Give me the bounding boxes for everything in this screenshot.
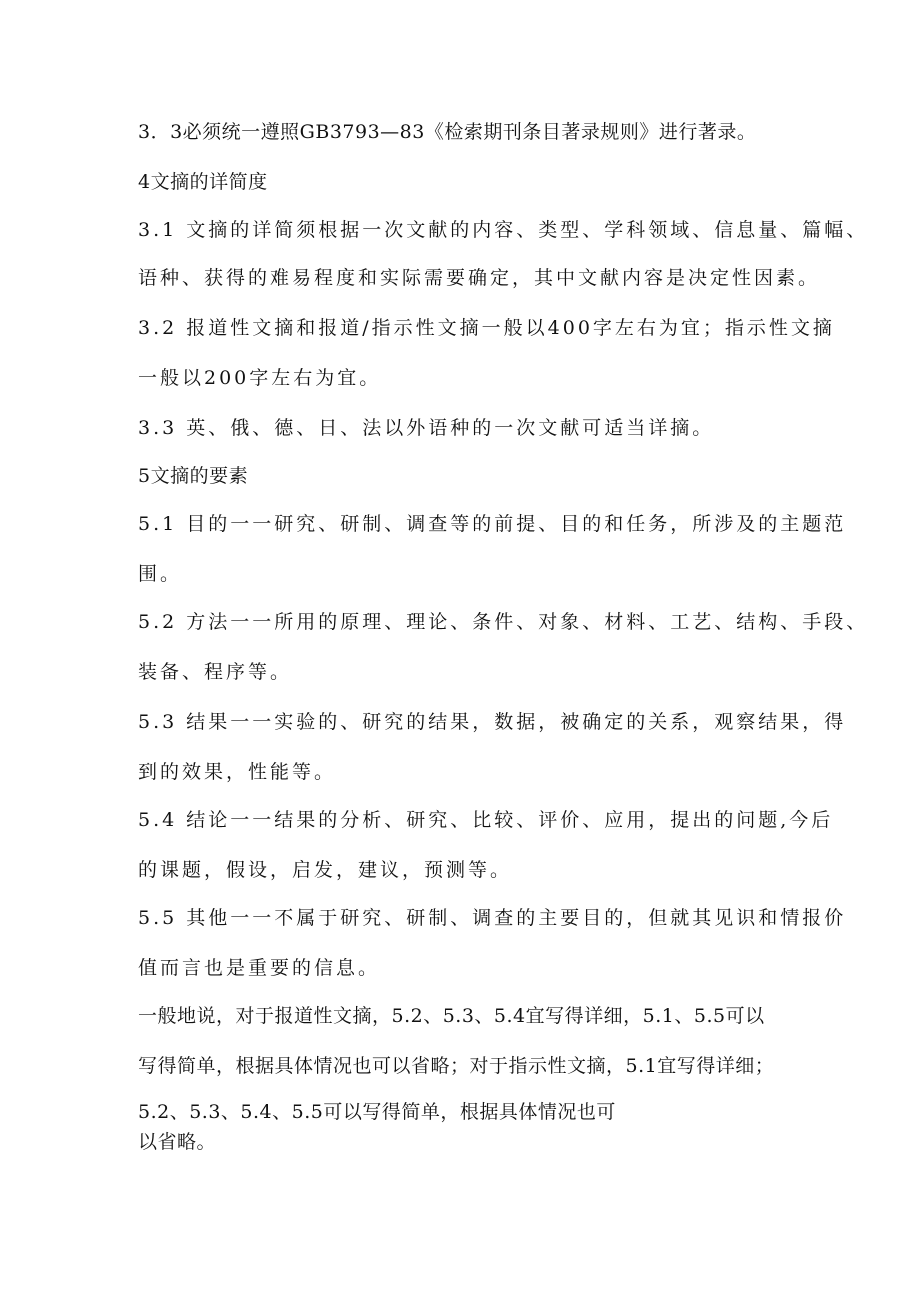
text-line: 的课题，假设，启发，建议，预测等。 bbox=[138, 859, 513, 881]
text-line: 5.2、5.3、5.4、5.5可以写得简单，根据具体情况也可 bbox=[138, 1101, 616, 1123]
text-line: 5.1 目的一一研究、研制、调查等的前提、目的和任务，所涉及的主题范 bbox=[138, 513, 847, 535]
text-line: 5.4 结论一一结果的分析、研究、比较、评价、应用，提出的问题,今后 bbox=[138, 809, 834, 831]
text-line: 5.5 其他一一不属于研究、研制、调查的主要目的，但就其见识和情报价 bbox=[138, 907, 847, 929]
text-line: 到的效果，性能等。 bbox=[138, 761, 337, 783]
section-heading: 4文摘的详简度 bbox=[138, 171, 268, 193]
text-line: 5.3 结果一一实验的、研究的结果，数据，被确定的关系，观察结果，得 bbox=[138, 711, 847, 733]
text-line: 值而言也是重要的信息。 bbox=[138, 957, 381, 979]
text-line: 3.1 文摘的详简须根据一次文献的内容、类型、学科领域、信息量、篇幅、 bbox=[138, 219, 869, 241]
text-line: 写得简单，根据具体情况也可以省略；对于指示性文摘，5.1宜写得详细； bbox=[138, 1055, 775, 1077]
text-line: 语种、获得的难易程度和实际需要确定，其中文献内容是决定性因素。 bbox=[138, 267, 821, 289]
text-line: 5.2 方法一一所用的原理、理论、条件、对象、材料、工艺、结构、手段、 bbox=[138, 611, 869, 633]
text-line: 以省略。 bbox=[138, 1131, 217, 1153]
section-heading: 5文摘的要素 bbox=[138, 465, 249, 487]
text-line: 装备、程序等。 bbox=[138, 661, 293, 683]
text-line: 3．3必须统一遵照GB3793—83《检索期刊条目著录规则》进行著录。 bbox=[138, 121, 757, 143]
text-line: 一般以200字左右为宜。 bbox=[138, 367, 382, 389]
text-line: 3.3 英、俄、德、日、法以外语种的一次文献可适当详摘。 bbox=[138, 417, 715, 439]
text-line: 围。 bbox=[138, 563, 183, 585]
text-line: 一般地说，对于报道性文摘，5.2、5.3、5.4宜写得详细，5.1、5.5可以 bbox=[138, 1005, 765, 1027]
text-line: 3.2 报道性文摘和报道/指示性文摘一般以400字左右为宜；指示性文摘 bbox=[138, 317, 835, 339]
